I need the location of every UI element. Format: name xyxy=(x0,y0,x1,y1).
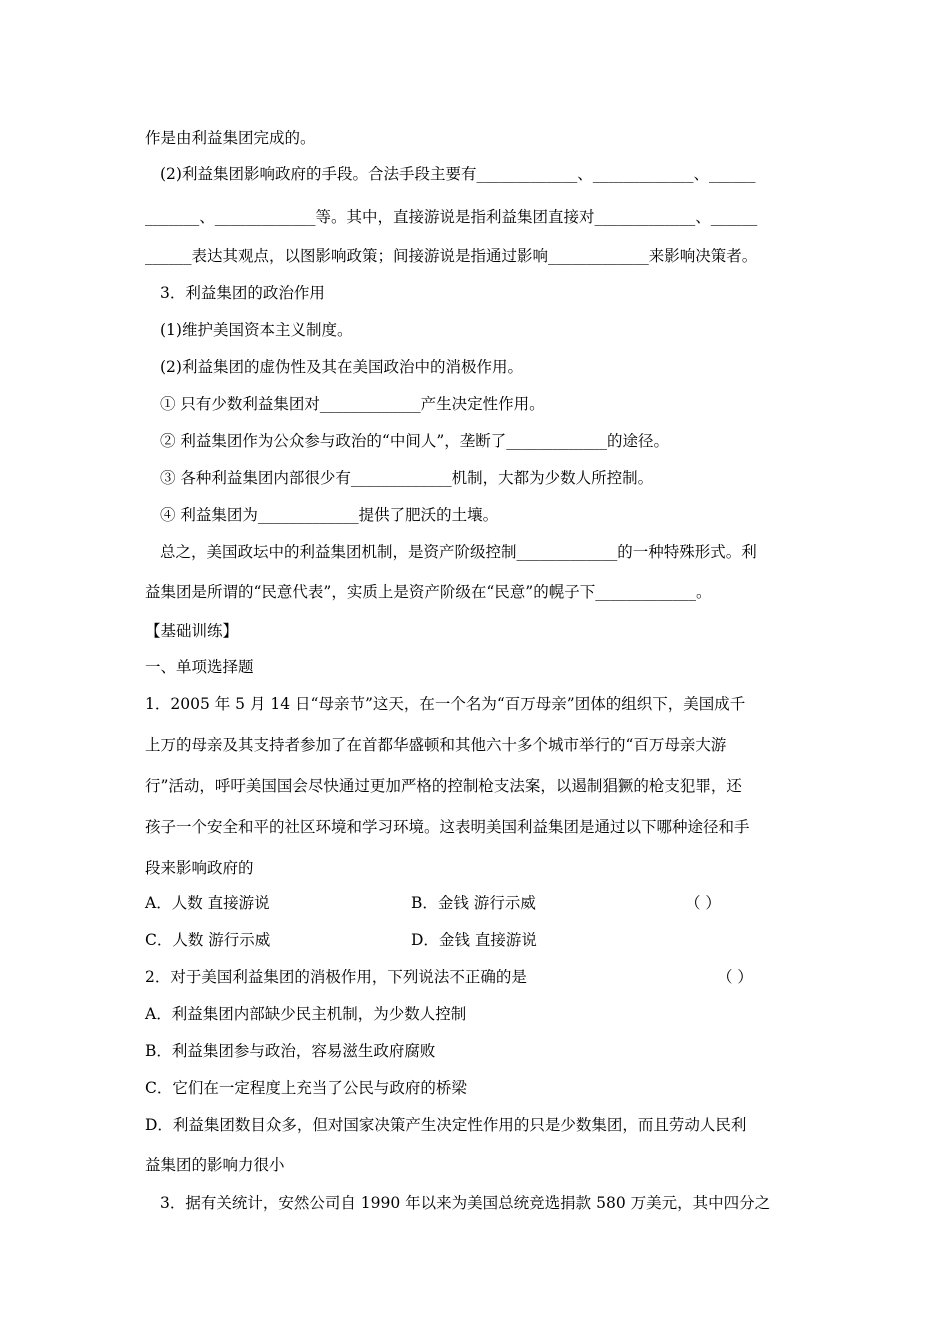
text-line: (1)维护美国资本主义制度。 xyxy=(160,321,353,339)
text-line: ④ 利益集团为_____________提供了肥沃的土壤。 xyxy=(160,506,499,524)
section-heading: 3．利益集团的政治作用 xyxy=(160,284,325,302)
section-heading: 【基础训练】 xyxy=(145,622,239,640)
option-a: A．人数 直接游说 xyxy=(145,894,270,912)
text-line: 总之，美国政坛中的利益集团机制，是资产阶级控制_____________的一种特殊形式。利 xyxy=(160,543,757,561)
option-c: C．它们在一定程度上充当了公民与政府的桥梁 xyxy=(145,1079,467,1097)
answer-parentheses: （ ） xyxy=(685,894,721,912)
question-text: 段来影响政府的 xyxy=(145,859,254,877)
option-d-continued: 益集团的影响力很小 xyxy=(145,1156,285,1174)
question-text: 上万的母亲及其支持者参加了在首都华盛顿和其他六十多个城市举行的“百万母亲大游 xyxy=(145,736,727,754)
option-b: B．利益集团参与政治，容易滋生政府腐败 xyxy=(145,1042,436,1060)
option-b: B．金钱 游行示威 xyxy=(411,894,536,912)
question-2-stem: 2．对于美国利益集团的消极作用，下列说法不正确的是 xyxy=(145,968,527,986)
text-line: ______表达其观点，以图影响政策；间接游说是指通过影响_____________来影响决策者。 xyxy=(145,247,758,265)
question-text: 行”活动，呼吁美国国会尽快通过更加严格的控制枪支法案，以遏制猖獗的枪支犯罪，还 xyxy=(145,777,742,795)
text-line: (2)利益集团影响政府的手段。合法手段主要有_____________、_____________、______ xyxy=(160,165,756,183)
question-text: 1．2005 年 5 月 14 日“母亲节”这天，在一个名为“百万母亲”团体的组织下，美国成千 xyxy=(145,695,746,713)
text-line: ② 利益集团作为公众参与政治的“中间人”，垄断了_____________的途径。 xyxy=(160,432,670,450)
option-c: C．人数 游行示威 xyxy=(145,931,271,949)
option-row xyxy=(145,893,810,913)
option-d: D．利益集团数目众多，但对国家决策产生决定性作用的只是少数集团，而且劳动人民利 xyxy=(145,1116,747,1134)
text-line: (2)利益集团的虚伪性及其在美国政治中的消极作用。 xyxy=(160,358,523,376)
question-text xyxy=(145,967,810,987)
answer-parentheses: （ ） xyxy=(717,968,753,986)
question-text: 孩子一个安全和平的社区环境和学习环境。这表明美国利益集团是通过以下哪种途径和手 xyxy=(145,818,750,836)
question-text: 3．据有关统计，安然公司自 1990 年以来为美国总统竞选捐款 580 万美元，其中四分之 xyxy=(160,1194,771,1212)
text-line: ③ 各种利益集团内部很少有_____________机制，大都为少数人所控制。 xyxy=(160,469,654,487)
section-heading: 一、单项选择题 xyxy=(145,658,254,676)
option-d: D．金钱 直接游说 xyxy=(411,931,537,949)
text-line: 益集团是所谓的“民意代表”，实质上是资产阶级在“民意”的幌子下_____________。 xyxy=(145,583,712,601)
option-row xyxy=(145,930,810,950)
text-line: _______、_____________等。其中，直接游说是指利益集团直接对_____________、______ xyxy=(145,208,758,226)
text-line: ① 只有少数利益集团对_____________产生决定性作用。 xyxy=(160,395,545,413)
option-a: A．利益集团内部缺少民主机制，为少数人控制 xyxy=(145,1005,467,1023)
text-line: 作是由利益集团完成的。 xyxy=(145,129,316,147)
